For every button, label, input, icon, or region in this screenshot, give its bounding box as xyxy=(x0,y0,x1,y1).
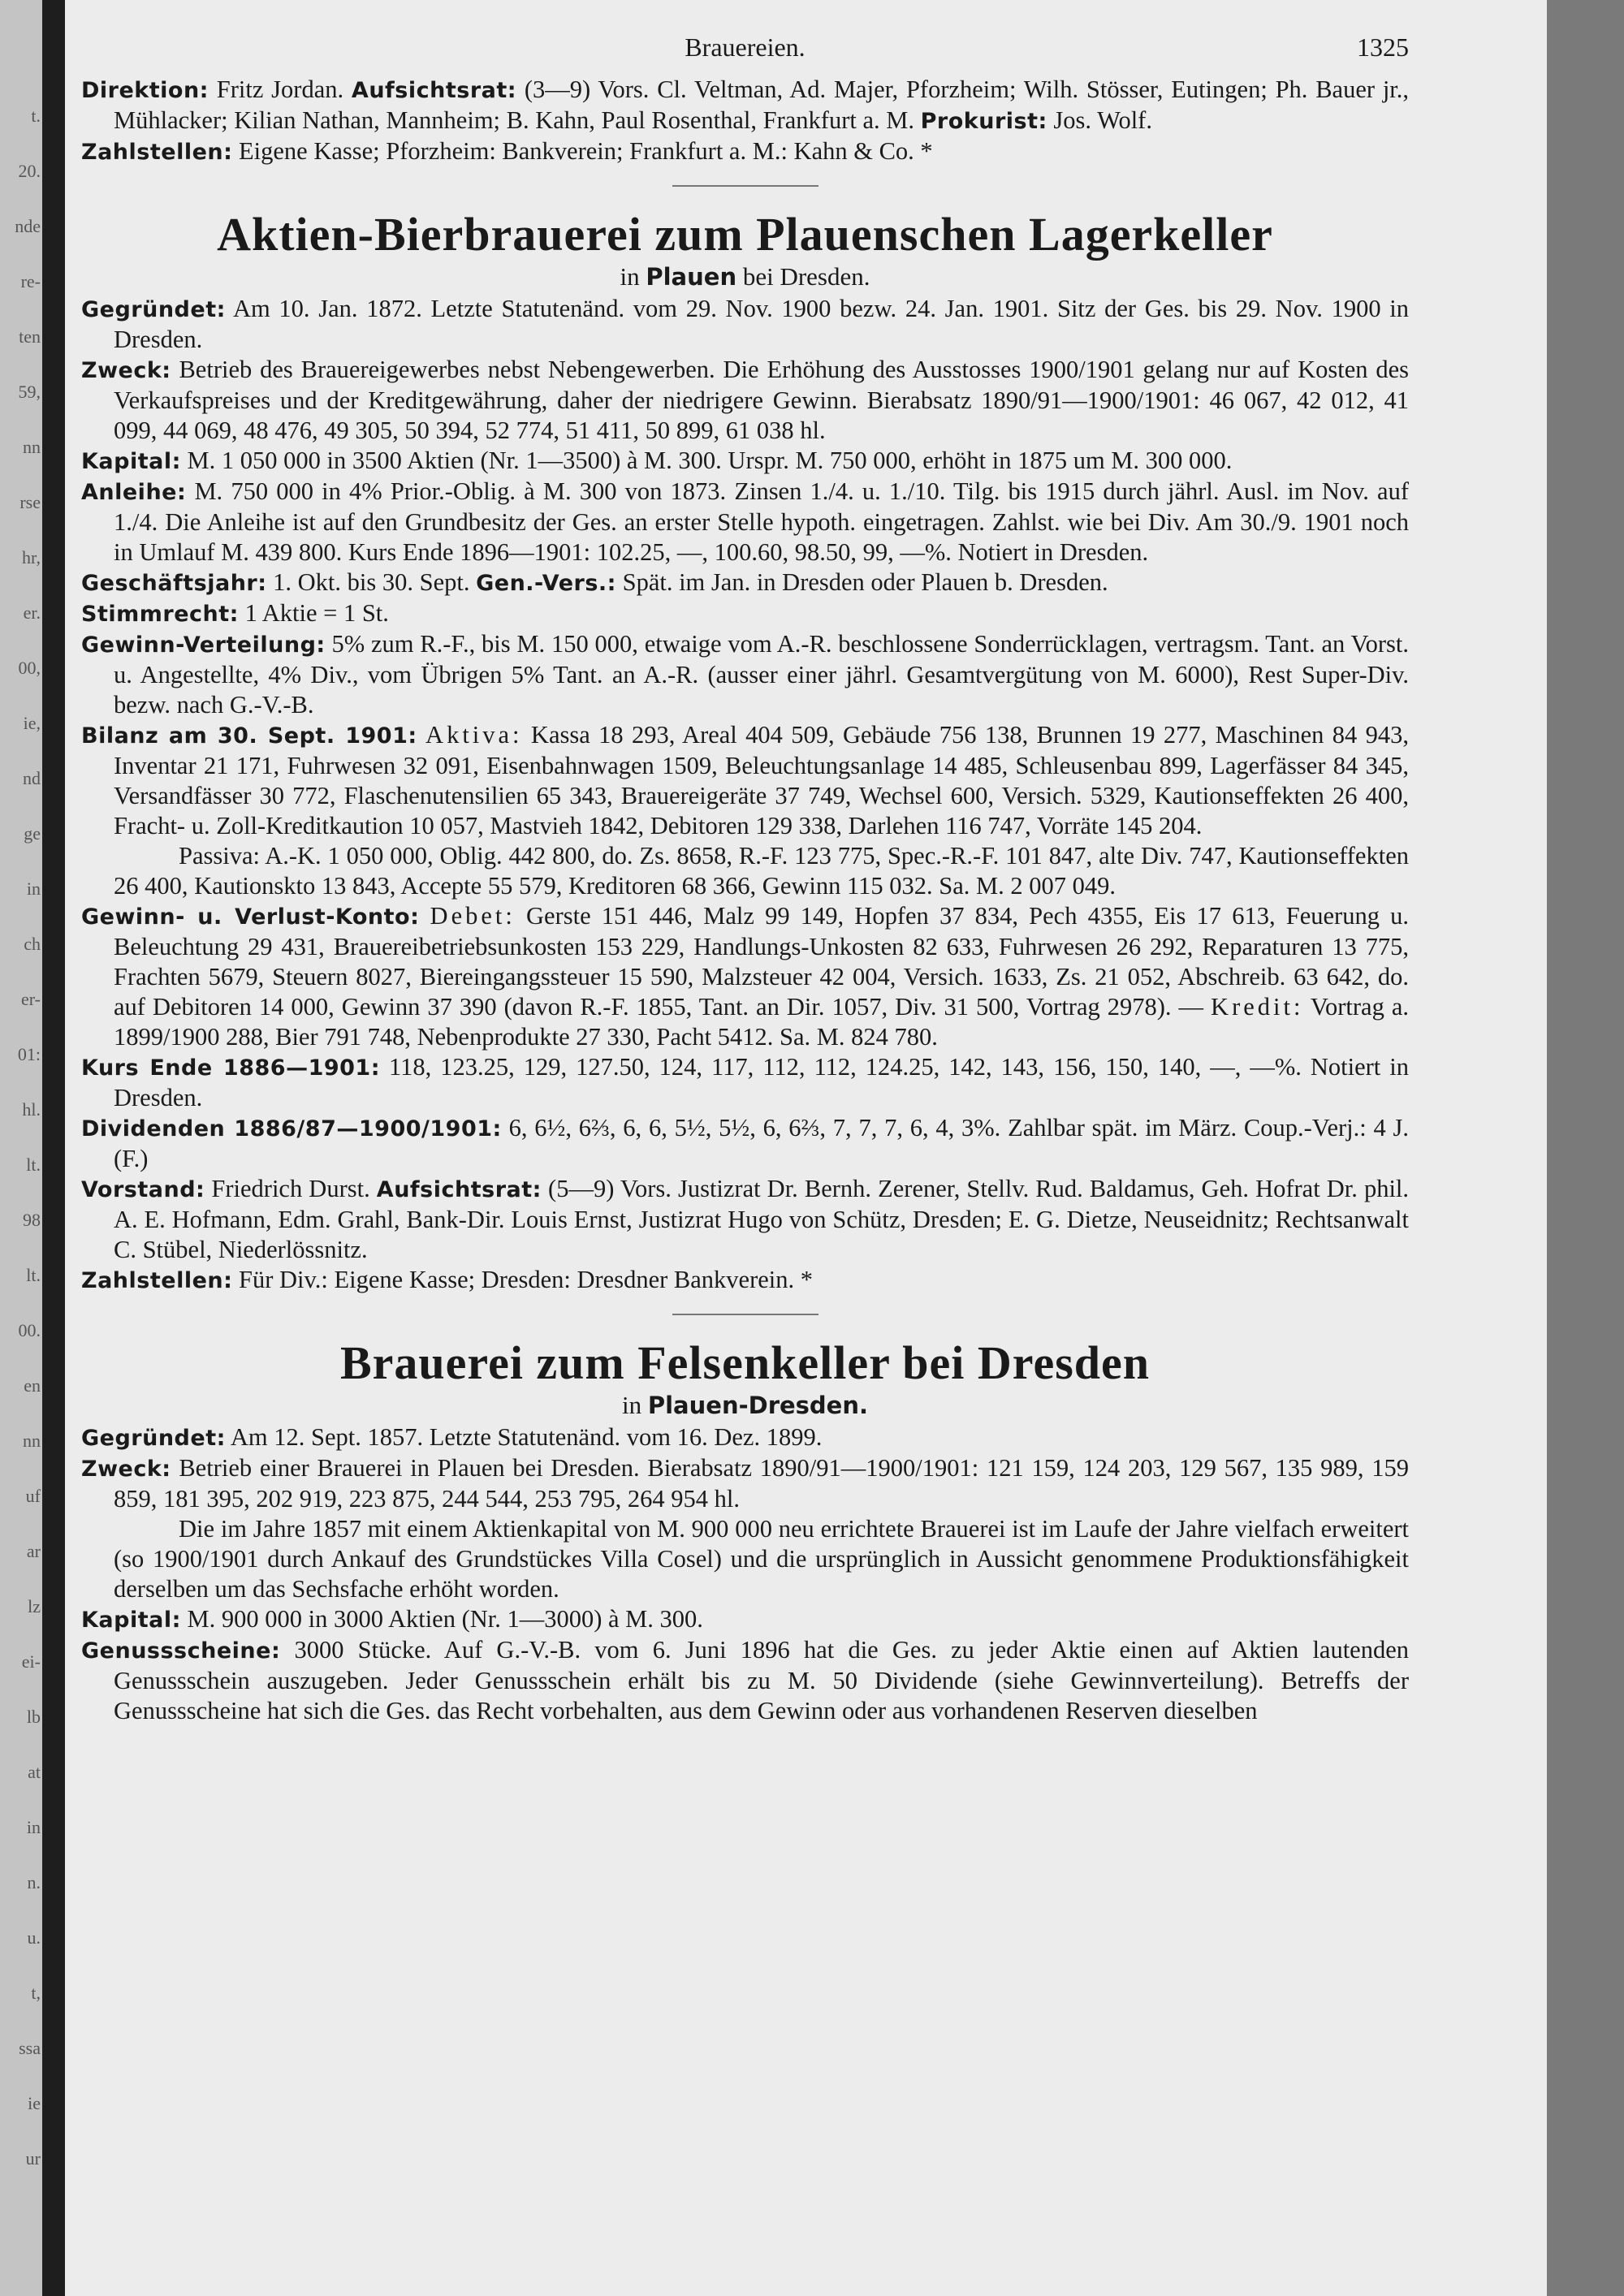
field-text: Kassa 18 293, Areal 404 509, Gebäude 756 138, Brunnen 19 277, Maschinen 84 943, Inventar 21 171, Fuhrwesen 32 091, Eisenbahnwagen 1509, Beleuchtungsanlage 14 485, Schleusenbau 899, Lagerfässer 84 345, Versandfässer 30 772, Flaschenutensilien 65 343, Brauereigeräte 37 749, Wechsel 600, Versich. 5329, Kautionseffekten 26 400, Fracht- u. Zoll-Kreditkaution 10 057, Mastvieh 1842, Debitoren 129 338, Darlehen 116 747, Vorräte 145 204. xyxy=(114,721,1410,839)
margin-fragment: n. xyxy=(27,1872,41,1892)
margin-fragment: 59, xyxy=(18,382,41,402)
field-text: Betrieb des Brauereigewerbes nebst Nebengewerben. Die Erhöhung des Ausstosses 1900/1901 gelang nur auf Kosten des Verkaufspreises und der Kreditgewährung, daher der niedrigere Gewinn. Bierabsatz 1890/91—1900/1901: 46 067, 42 012, 41 099, 44 069, 48 476, 49 305, 50 394, 52 774, 51 411, 50 899, 61 038 hl. xyxy=(114,356,1410,444)
margin-fragment: nn xyxy=(23,1431,41,1451)
entry-paragraph xyxy=(81,1453,1409,1514)
margin-fragment: u. xyxy=(27,1927,41,1948)
margin-fragment: ei- xyxy=(21,1651,41,1672)
margin-fragment: t, xyxy=(31,1983,41,2003)
field-text: 5% zum R.-F., bis M. 150 000, etwaige vom A.-R. beschlossene Sonderrücklagen, vertragsm. Tant. an Vorst. u. Angestellte, 4% Div., vom Übrigen 5% Tant. an A.-R. (ausser einer jährl. Gesamtvergütung von M. 6000), Rest Super-Div. bezw. nach G.-V.-B. xyxy=(114,630,1409,719)
margin-fragment: en xyxy=(24,1375,41,1396)
entry-paragraph xyxy=(81,598,1409,629)
company-title: Aktien-Bierbrauerei zum Plauenschen Lagerkeller xyxy=(217,208,1273,261)
margin-fragment: ie, xyxy=(23,713,41,733)
entry-paragraph xyxy=(81,1514,1409,1604)
entry-paragraph xyxy=(81,629,1409,720)
entry-paragraph xyxy=(81,841,1409,901)
margin-fragment: ge xyxy=(24,823,41,844)
book-spine xyxy=(42,0,65,2296)
margin-fragment: re- xyxy=(20,271,41,291)
field-text: Fritz Jordan. xyxy=(216,76,344,103)
field-label: Gegründet: xyxy=(81,1426,226,1451)
company-title: Brauerei zum Felsenkeller bei Dresden xyxy=(339,1336,1151,1389)
field-label: Aufsichtsrat: xyxy=(376,1177,542,1202)
entry-paragraph xyxy=(81,75,1409,136)
subsection-label: Aktiva: xyxy=(425,721,523,749)
entry-paragraph xyxy=(81,1113,1409,1174)
company-details xyxy=(81,294,1409,1296)
margin-fragment: nn xyxy=(23,437,41,457)
margin-fragment: lt. xyxy=(26,1154,41,1175)
entry-paragraph xyxy=(81,446,1409,477)
field-label: Direktion: xyxy=(81,78,209,103)
entry-paragraph xyxy=(81,136,1409,167)
entry-paragraph xyxy=(81,355,1409,446)
field-text: Jos. Wolf. xyxy=(1053,106,1152,134)
margin-fragment: nd xyxy=(23,768,41,788)
company-place: Plauen-Dresden. xyxy=(647,1392,869,1419)
field-label: Prokurist: xyxy=(920,109,1047,134)
field-label: Dividenden 1886/87—1900/1901: xyxy=(81,1116,502,1142)
margin-fragment: ten xyxy=(19,326,41,347)
section-divider xyxy=(672,1314,818,1315)
field-text: (5—9) Vors. Justizrat Dr. Bernh. Zerener, Stellv. Rud. Baldamus, Geh. Hofrat Dr. phil. A. E. Hofmann, Edm. Grahl, Bank-Dir. Louis Ernst, Justizrat Hugo von Schütz, Dresden; E. G. Dietze, Neuseidnitz; Rechtsanwalt C. Stübel, Niederlössnitz. xyxy=(114,1175,1410,1263)
company-place: Plauen xyxy=(646,263,737,291)
field-text: Eigene Kasse; Pforzheim: Bankverein; Frankfurt a. M.: Kahn & Co. * xyxy=(239,137,933,165)
margin-fragment: lt. xyxy=(26,1265,41,1285)
margin-fragment: 98 xyxy=(23,1210,41,1230)
field-text: Spät. im Jan. in Dresden oder Plauen b. Dresden. xyxy=(622,568,1108,596)
field-text: (3—9) Vors. Cl. Veltman, Ad. Majer, Pforzheim; Wilh. Stösser, Eutingen; Ph. Bauer jr., Mühlacker; Kilian Nathan, Mannheim; B. Kahn, Paul Rosenthal, Frankfurt a. M. xyxy=(114,76,1410,134)
company-details xyxy=(81,1422,1409,1726)
field-label: Zweck: xyxy=(81,358,171,383)
field-text: Betrieb einer Brauerei in Plauen bei Dresden. Bierabsatz 1890/91—1900/1901: 121 159, 124 203, 129 567, 135 989, 159 859, 181 395, 202 919, 223 875, 244 544, 253 795, 264 954 hl. xyxy=(114,1454,1410,1513)
margin-fragment: in xyxy=(26,1817,41,1837)
field-label: Gegründet: xyxy=(81,297,226,322)
subsection-label: Kredit: xyxy=(1211,993,1304,1021)
field-text: Am 12. Sept. 1857. Letzte Statutenänd. vom 16. Dez. 1899. xyxy=(230,1423,823,1451)
margin-fragment: nde xyxy=(15,216,41,236)
subsection-label: Debet: xyxy=(430,902,516,930)
field-label: Bilanz am 30. Sept. 1901: xyxy=(81,723,417,749)
entry-paragraph xyxy=(81,1052,1409,1113)
company-location: in Plauen bei Dresden. xyxy=(620,262,870,291)
page-content xyxy=(81,32,1409,1726)
margin-fragment: ar xyxy=(26,1541,41,1561)
intro-section xyxy=(81,75,1409,167)
margin-fragment: ssa xyxy=(19,2038,41,2058)
company-entry-plauen xyxy=(81,208,1409,1296)
field-label: Aufsichtsrat: xyxy=(351,78,517,103)
entry-paragraph xyxy=(81,1635,1409,1726)
margin-fragment: 00, xyxy=(18,658,41,678)
entry-paragraph xyxy=(81,1422,1409,1453)
field-label: Stimmrecht: xyxy=(81,602,239,627)
field-text: 3000 Stücke. Auf G.-V.-B. vom 6. Juni 1896 hat die Ges. zu jeder Aktie einen auf Aktien lautenden Genussschein auszugeben. Jeder Genussschein erhält bis zu M. 50 Dividende (siehe Gewinnverteilung). Betreffs der Genussscheine hat sich die Ges. das Recht vorbehalten, aus dem Gewinn oder aus vorhandenen Reserven dieselben xyxy=(114,1636,1410,1724)
margin-fragment: er. xyxy=(23,602,41,623)
margin-fragment: uf xyxy=(25,1486,41,1506)
entry-paragraph xyxy=(81,294,1409,355)
margin-fragment: ur xyxy=(25,2148,41,2169)
margin-fragment: t. xyxy=(31,106,41,126)
margin-fragment: 00. xyxy=(18,1320,41,1340)
field-label: Zahlstellen: xyxy=(81,1268,233,1293)
entry-paragraph xyxy=(81,720,1409,841)
field-text: M. 1 050 000 in 3500 Aktien (Nr. 1—3500) à M. 300. Urspr. M. 750 000, erhöht in 1875 um M. 300 000. xyxy=(187,447,1233,474)
field-text: 1. Okt. bis 30. Sept. xyxy=(273,568,470,596)
margin-fragment: at xyxy=(28,1762,41,1782)
entry-paragraph xyxy=(81,1604,1409,1635)
margin-fragment: hl. xyxy=(22,1099,41,1120)
margin-fragment: 20. xyxy=(18,161,41,181)
field-label: Genussscheine: xyxy=(81,1638,281,1664)
company-entry-felsenkeller xyxy=(81,1336,1409,1726)
field-text: Für Div.: Eigene Kasse; Dresden: Dresdner Bankverein. * xyxy=(239,1266,813,1293)
entry-paragraph xyxy=(81,1174,1409,1265)
field-text: 118, 123.25, 129, 127.50, 124, 117, 112, 112, 124.25, 142, 143, 156, 150, 140, —, —%. Notiert in Dresden. xyxy=(114,1053,1409,1111)
field-text: 6, 6½, 6⅔, 6, 6, 5½, 5½, 6, 6⅔, 7, 7, 7, 6, 4, 3%. Zahlbar spät. im März. Coup.-Verj.: 4 J. (F.) xyxy=(114,1114,1409,1172)
field-label: Vorstand: xyxy=(81,1177,205,1202)
right-page-edge xyxy=(1547,0,1624,2296)
field-label: Kapital: xyxy=(81,1608,181,1633)
margin-fragment: hr, xyxy=(22,547,41,568)
field-text: 1 Aktie = 1 St. xyxy=(244,599,389,627)
field-text: Friedrich Durst. xyxy=(211,1175,370,1202)
field-text: A.-K. 1 050 000, Oblig. 442 800, do. Zs. 8658, R.-F. 123 775, Spec.-R.-F. 101 847, alte Div. 747, Kautionseffekten 26 400, Kautionskto 13 843, Accepte 55 579, Kreditoren 68 366, Gewinn 115 032. Sa. M. 2 007 049. xyxy=(114,842,1409,900)
field-label: Anleihe: xyxy=(81,480,187,505)
company-location: in Plauen-Dresden. xyxy=(621,1391,869,1419)
field-label: Kapital: xyxy=(81,449,181,474)
margin-fragment: 01: xyxy=(17,1044,41,1064)
field-text: Vortrag a. 1899/1900 288, Bier 791 748, Nebenprodukte 27 330, Pacht 5412. Sa. M. 824 780. xyxy=(114,993,1410,1051)
field-label: Zahlstellen: xyxy=(81,140,233,165)
field-text: Die im Jahre 1857 mit einem Aktienkapital von M. 900 000 neu errichtete Brauerei ist im Laufe der Jahre vielfach erweitert (so 1900/1901 durch Ankauf des Grundstückes Villa Cosel) und die ursprünglich in Aussicht genommene Produktionsfähigkeit derselben um das Sechsfache erhöht worden. xyxy=(114,1515,1409,1603)
page-number: 1325 xyxy=(1357,32,1409,62)
field-label: Zweck: xyxy=(81,1457,171,1482)
field-label: Gewinn- u. Verlust-Konto: xyxy=(81,904,420,930)
entry-paragraph xyxy=(81,901,1409,1052)
entry-paragraph xyxy=(81,568,1409,598)
subsection-label: Passiva: xyxy=(179,842,260,870)
field-label: Geschäftsjahr: xyxy=(81,571,267,596)
field-text: M. 900 000 in 3000 Aktien (Nr. 1—3000) à M. 300. xyxy=(187,1605,703,1633)
field-label: Kurs Ende 1886—1901: xyxy=(81,1055,381,1081)
field-text: Am 10. Jan. 1872. Letzte Statutenänd. vom 29. Nov. 1900 bezw. 24. Jan. 1901. Sitz der Ges. bis 29. Nov. 1900 in Dresden. xyxy=(114,295,1409,353)
field-text: Gerste 151 446, Malz 99 149, Hopfen 37 834, Pech 4355, Eis 17 613, Feuerung u. Beleuchtung 29 431, Brauereibetriebsunkosten 153 229, Handlungs-Unkosten 82 633, Fuhrwesen 26 292, Reparaturen 13 775, Frachten 5679, Steuern 8027, Biereingangssteuer 15 590, Malzsteuer 42 004, Versich. 1633, Zs. 21 052, Abschreib. 63 642, do. auf Debitoren 14 000, Gewinn 37 390 (davon R.-F. 1855, Tant. an Dir. 1057, Div. 31 500, Vortrag 2978). — xyxy=(114,902,1410,1021)
field-label: Gen.-Vers.: xyxy=(476,571,616,596)
running-header xyxy=(81,32,1409,75)
margin-fragment: ch xyxy=(24,934,41,954)
running-title: Brauereien. xyxy=(685,32,806,62)
entry-paragraph xyxy=(81,477,1409,568)
section-divider xyxy=(672,185,818,187)
margin-fragment: lb xyxy=(26,1707,41,1727)
margin-fragment: ie xyxy=(28,2093,41,2113)
margin-fragment: in xyxy=(26,878,41,899)
field-text: M. 750 000 in 4% Prior.-Oblig. à M. 300 von 1873. Zinsen 1./4. u. 1./10. Tilg. bis 1915 durch jährl. Ausl. im Nov. auf 1./4. Die Anleihe ist auf den Grundbesitz der Ges. an erster Stelle hypoth. eingetragen. Zahlst. wie bei Div. Am 30./9. 1901 noch in Umlauf M. 439 800. Kurs Ende 1896—1901: 102.25, —, 100.60, 98.50, 99, —%. Notiert in Dresden. xyxy=(114,477,1409,566)
margin-fragment: lz xyxy=(28,1596,41,1616)
field-label: Gewinn-Verteilung: xyxy=(81,632,326,658)
margin-fragment: er- xyxy=(21,989,41,1009)
margin-fragment: rse xyxy=(19,492,41,512)
entry-paragraph xyxy=(81,1265,1409,1296)
